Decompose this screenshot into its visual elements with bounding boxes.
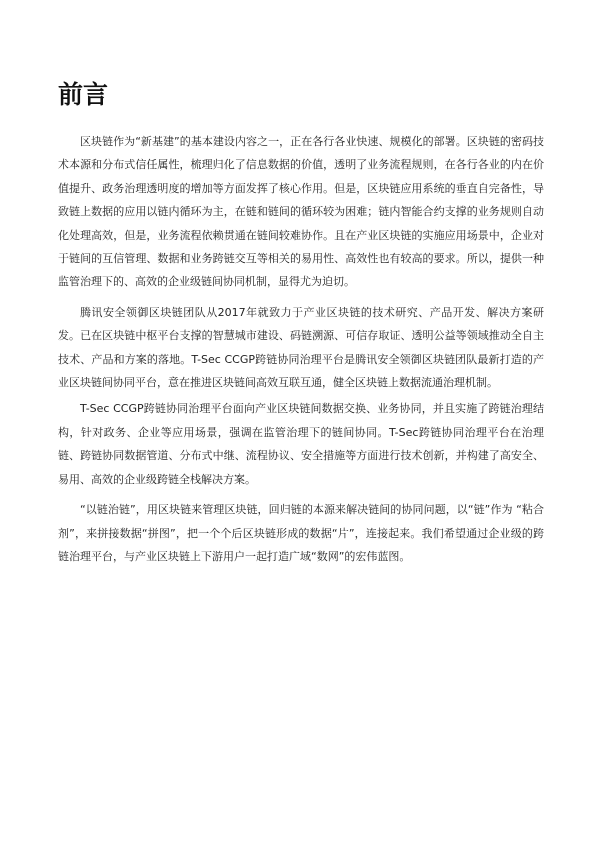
paragraph-4: “以链治链”，用区块链来管理区块链，回归链的本源来解决链间的协同问题，以“链”作为 “粘合剂”，来拼接数据“拼图”，把一个个后区块链形成的数据“片”，连接起来。我们希望通过企业级的跨链治理平台，与产业区块链上下游用户一起打造广域“数网”的宏伟蓝图。 xyxy=(58,503,544,563)
paragraph-2: 腾讯安全领御区块链团队从2017年就致力于产业区块链的技术研究、产品开发、解决方案研发。已在区块链中枢平台支撑的智慧城市建设、码链溯源、可信存取证、透明公益等领域推动全自主技术、产品和方案的落地。T-Sec CCGP跨链协同治理平台是腾讯安全领御区块链团队最新打造的产业区块链间协同平台，意在推进区块链间高效互联互通，健全区块链上数据流通治理机制。 xyxy=(58,305,544,390)
document-body xyxy=(58,130,544,575)
page-title: 前言 xyxy=(58,80,109,109)
paragraph-1: 区块链作为“新基建”的基本建设内容之一，正在各行各业快速、规模化的部署。区块链的密码技术本源和分布式信任属性，梳理归化了信息数据的价值，透明了业务流程规则，在各行各业的内在价值提升、政务治理透明度的增加等方面发挥了核心作用。但是，区块链应用系统的垂直自完备性，导致链上数据的应用以链内循环为主，在链和链间的循环较为困难；链内智能合约支撑的业务规则自动化处理高效，但是，业务流程依赖贯通在链间较难协作。且在产业区块链的实施应用场景中，企业对于链间的互信管理、数据和业务跨链交互等相关的易用性、高效性也有较高的要求。所以，提供一种监管治理下的、高效的企业级链间协同机制，显得尤为迫切。 xyxy=(58,135,544,289)
paragraph-3: T-Sec CCGP跨链协同治理平台面向产业区块链间数据交换、业务协同，并且实施了跨链治理结构，针对政务、企业等应用场景，强调在监管治理下的链间协同。T-Sec跨链协同治理平台在治理链、跨链协同数据管道、分布式中继、流程协议、安全措施等方面进行技术创新，并构建了高安全、易用、高效的企业级跨链全栈解决方案。 xyxy=(58,402,544,486)
